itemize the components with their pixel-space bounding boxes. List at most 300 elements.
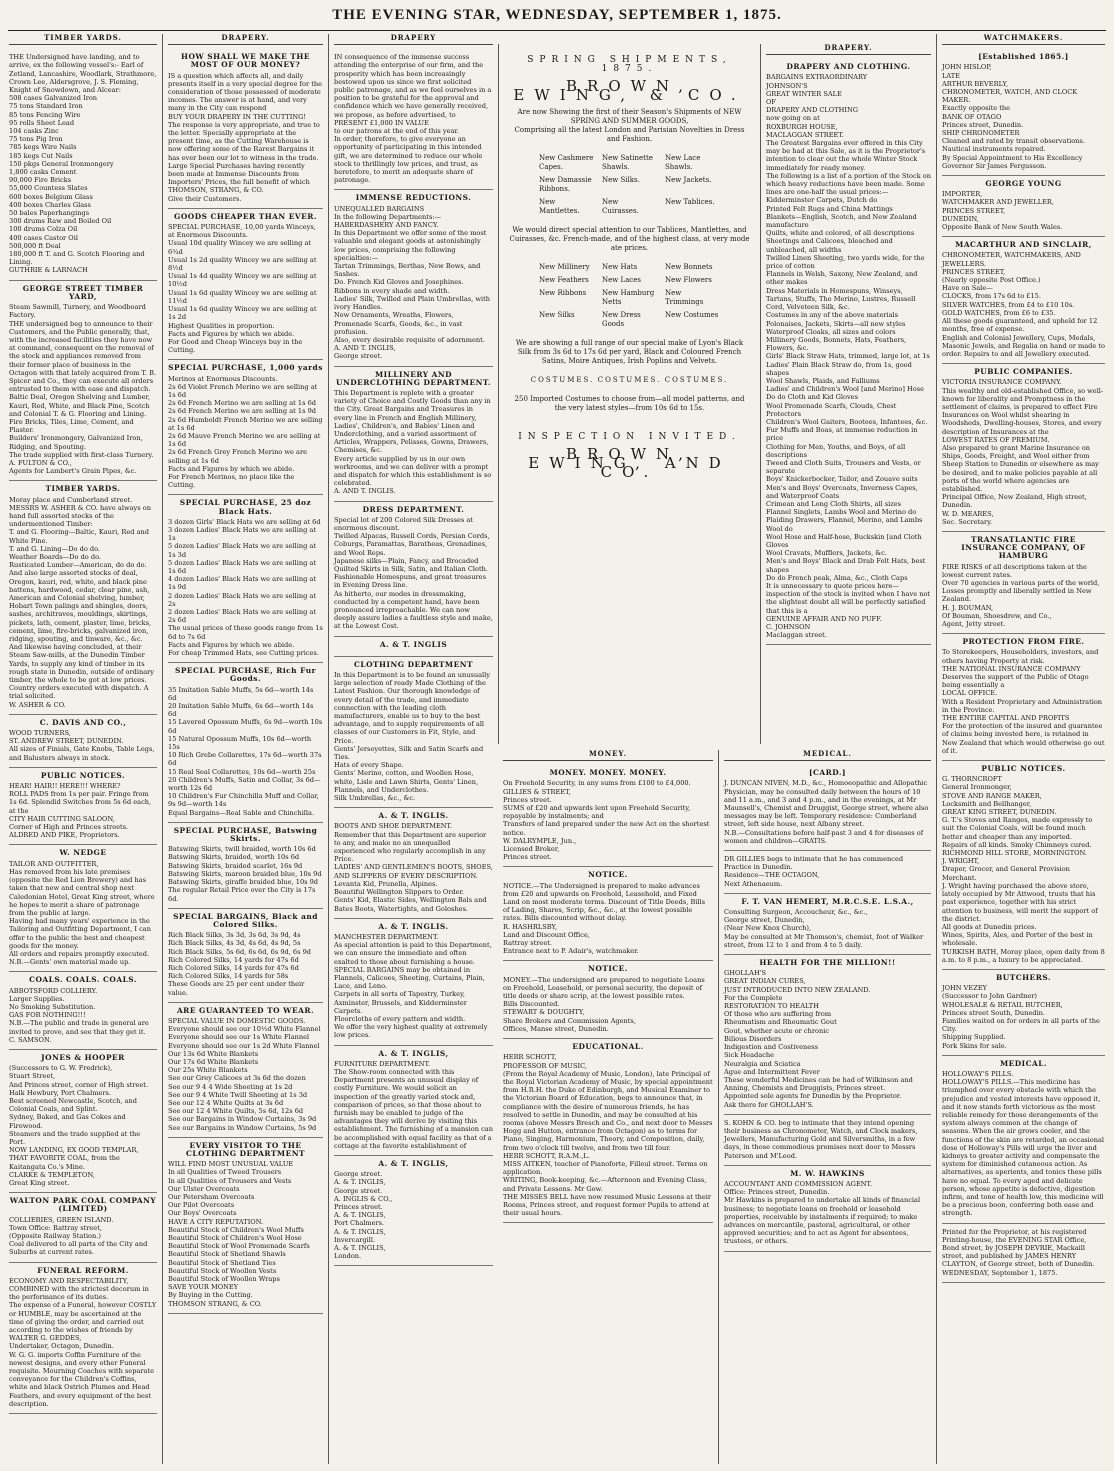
ad-line: Sheetings and Calicoes, bleached and unbleached, all widths [766,237,893,254]
ad-line: Ribbons in every shade and width. [334,286,450,295]
ad-line: Best screened Newcastle, Scotch, and Colonial Coals, and Splint. [9,1096,137,1114]
ad-line: Facts and Figures by which we abide. [168,329,295,338]
ad-heading: TRANSATLANTIC FIRE INSURANCE COMPANY, OF HAMBURG [961,534,1086,561]
ad-line: TURKISH BATH, Moray place, open daily from 8 a.m. to 8 p.m., a luxury to be appreciated. [942,947,1105,964]
ad-line: For the Complete [724,993,783,1002]
ad-line: WALTER G. GEDDES, [9,1334,82,1343]
ad-line: 2s 6d French Merino we are selling at 1s 6d [168,399,316,408]
ad-line: Transfers of land prepared under the new Act on the shortest notice. [503,820,710,837]
spring-title: SPRING SHIPMENTS, 1875. [527,55,732,74]
ad-heading: PUBLIC NOTICES. [40,770,126,780]
advertisement [942,176,1105,237]
spring-notice-2: We are showing a full range of our special make of Lyon's Black Silk from 3s 6d to 17s 6d per yard, Black and Coloured French Satins, Moire Antiques, Irish Poplins and Velvets. [515,339,744,365]
ad-line: JOHN VEZEY [942,984,987,993]
ad-line: Principal Office, New Zealand, High street, Dunedin. [942,493,1087,510]
newspaper-title: THE EVENING STAR, WEDNESDAY, SEPTEMBER 1, 1875. [332,7,782,23]
ad-line: Builders' Ironmongery, Galvanized Iron, Ridging, and Spouting. [9,434,143,451]
ad-line: 4 dozen Ladies' Black Hats we are selling at 1s 9d [168,575,316,592]
ad-line: The Greatest Bargains ever offered in this City may be had at this Sale, as it is the Proprietor's intention to clear out the whole Winter Stock immediately for ready money. [766,139,926,172]
ad-line: Rich Colored Silks, 14 yards for 47s 6d [168,963,299,972]
ad-line: Country orders executed with dispatch. A trial solicited. [9,684,149,701]
goods-item: New Silks [539,311,575,319]
ad-line: DR GILLIES begs to intimate that he has commenced Practice in Dunedin. [724,855,904,872]
ad-line: 3 dozen Girls' Black Hats we are selling at 6d [168,517,321,526]
ad-line: Shipping Supplied. [942,1033,1006,1042]
ad-line: GUTHRIE & LARNACH [9,266,88,275]
ad-line: Also, every desirable requisite of adornment. [334,335,485,344]
column-money-educational [498,750,718,1464]
advertisement [9,1263,157,1414]
masthead [0,0,1114,30]
ad-line: All goods at Dunedin prices. [942,922,1037,931]
ad-line: Facts and Figures by which we abide. [168,464,295,473]
ad-line: SHIP CHRONOMETER [942,129,1020,138]
ad-line: ROLL PADS from 1s per pair. Fringe from 1s 6d. Splendid Switches from 5s 6d each, at the [9,790,152,815]
ad-line: For French Merinos, no place like the Cutting. [168,472,295,490]
ad-line: LADIES' AND GENTLEMEN'S BOOTS, SHOES, AND SLIPPERS OF EVERY DESCRIPTION. [334,863,493,880]
ad-line: Sec. Secretary. [942,517,993,526]
ad-line: Wool Hose and Half-hose, Buckskin [and Cloth Gloves [766,532,922,549]
advertisement [724,955,931,1115]
ad-line: MONEY.—The undersigned are prepared to negotiate Loans on Freehold, Leasehold, or personal security, the deposit of title deeds or share scrip, at the lowest possible rates. [503,975,705,1001]
advertisement [168,209,323,360]
spring-intro-2: Comprising all the latest London and Parisian Novelties in Dress and Fashion. [514,126,745,143]
ad-line: BARGAINS EXTRAORDINARY [766,73,868,82]
ad-line: Equal Bargains—Real Sable and Chinchilla. [168,808,315,817]
ad-line: (Near New Knox Church), [724,924,812,933]
ad-line: Do do French peak, Alma, &c., Cloth Caps [766,573,908,582]
ad-line: Boys' Knickerbocker, Tailor, and Zouave suits [766,475,918,484]
ad-line: THE MISSES BELL have now resumed Music Lessons at their Rooms, Princes street, and request former Pupils to attend at their usual hours. [503,1192,712,1218]
ad-line: Rattray street. [503,939,552,948]
ad-line: In order, therefore, to give everyone an opportunity of participating in this intended gift, we are determined to reduce our whole stock to thrillingly low prices, and trust, as heretofore, to merit an adequate share of patronage. [334,135,483,185]
ad-line: And likewise having concluded, at their Steam Saw-mills, at the Dunedin Timber Yards, to supply any kind of timber in its rough state in Dunedin, outside of ordinary timber, the whole to be got at low prices. [9,643,155,685]
column-drapery-johnson [760,44,936,744]
advertisement [942,49,1105,176]
ad-line: G. T.'s Stoves and Ranges, made expressly to suit the Colonial Coals, will be found much better and cheaper than any imported. [942,816,1093,841]
goods-item: New Millinery [539,263,590,271]
ad-line: Japanese silks—Plain, Fancy, and Brocaded Quilted Skirts in Silk, Satin, and Italian Cloth. [334,556,488,573]
ad-heading: EDUCATIONAL. [572,1042,644,1052]
ad-line: 35 Imitation Sable Muffs, 5s 6d—worth 14s 6d [168,685,314,702]
ad-line: Fashionable Homespuns, and great treasures in Evening Dress line. [334,573,486,590]
ad-line: In this Department we offer some of the most valuable and elegant goods at astonishingly low prices, comprising the following specialties:— [334,229,487,262]
ad-line: 100 drums Colza Oil [9,225,78,234]
ad-line: (Successors to G. W. Fredrick), [9,1064,113,1073]
column-heading: MEDICAL. [724,750,931,761]
ad-line: Highest Qualities in proportion. [168,321,275,330]
ad-line: 3 dozen Ladies' Black Hats we are selling at 1s [168,525,316,543]
ad-line: With a Resident Proprietary and Administration in the Province. [942,697,1103,714]
ad-line: Our Petersham Overcoats [168,1193,255,1201]
ad-line: Facts and Figures by which we abide. [168,640,295,649]
ad-line: PRINCES STREET, [942,267,1006,276]
ad-line: Our Pilot Overcoats [168,1201,235,1210]
ad-line: Princes street. [503,795,552,804]
ad-line: Usual 1s 4d quality Wincey we are selling at 10½d [168,272,317,289]
ad-line: Pork Skins for sale. [942,1041,1007,1050]
ad-heading: COALS. COALS. COALS. [29,975,137,985]
ad-line: Crimean and Long Cloth Shirts, all sizes [766,499,902,508]
ad-line: GENUINE AFFAIR AND NO PUFF. [766,614,882,623]
ad-heading: EVERY VISITOR TO THE CLOTHING DEPARTMENT [186,1140,305,1158]
ad-line: Neuralgia and Sciatica [724,1059,801,1068]
advertisement [334,637,493,657]
advertisement [334,367,493,502]
ad-line: Everyone should see our 10½d White Flannel [168,1025,321,1034]
ad-line: 10 Rich Grebe Collarettes, 17s 6d—worth 37s 6d [168,751,322,768]
ad-line: DRAPERY AND CLOTHING [766,106,859,115]
ad-line: 2s 6d Violet French Merino we are selling at 1s 6d [168,382,318,399]
ad-line: A. & T. INGLIS, [334,1227,386,1236]
costumes-row [529,376,730,385]
ad-line: JOHNSON'S [766,81,808,90]
ad-line: PRINCES STREET, [942,206,1006,215]
ad-heading: SPECIAL PURCHASE, Rich Fur Goods. [174,666,316,684]
ad-heading: IMMENSE REDUCTIONS. [355,193,472,203]
goods-item: New Cuirasses. [602,198,639,215]
ad-line: Hats of every Shape. [334,761,404,770]
ad-heading: HOW SHALL WE MAKE THE MOST OF OUR MONEY? [181,52,310,70]
ad-line: General Ironmonger, [942,783,1012,792]
ad-line: Millinery Goods, Bonnets, Hats, Feathers, Flowers, &c. [766,335,907,353]
ad-line: Plaiding Drawers, Flannel, Merino, and Lambs Wool do [766,516,923,533]
ad-line: The regular Retail Price over the City is 17s 6d. [168,886,316,903]
ad-line: The Show-room connected with this Department presents an unusual display of costly Furniture. We would solicit an inspection of the greatly varied stock and, comparison of prices, so that those about to furnish may be enabled to judge of the advantages they will derive by visiting this establishment. The furnishing of a mansion can be accomplished with equal facility as that of a cottage at the favorite establishment of [334,1067,493,1150]
ad-line: Beautiful Stock of Children's Wool Muffs [168,1225,304,1234]
ad-line: COLLIERIES, GREEN ISLAND. [9,1215,114,1224]
ad-line: LATE [942,71,960,80]
ad-line: ROXBURGH HOUSE, [766,122,838,131]
ad-line: 75 tons Standard Iron [9,102,83,111]
ad-line: 400 boxes Charles Glass [9,200,91,209]
ad-line: In this Department is to be found an unusually large selection of ready Made Clothing of the Latest Fashion. Our thorough knowledge of every detail of the trade, and immediate connection with the leading cloth manufacturers, enable us to buy to the best advantage, and to supply requirements of all classes of our Customers in Fit, Style, and Price. [334,671,490,745]
ad-line: C. JOHNSON [766,623,811,632]
ad-line: GREAT WINTER SALE [766,89,842,98]
ad-line: Do do Cloth and Kid Gloves [766,393,858,402]
ad-line: HOLLOWAY'S PILLS. [942,1069,1014,1078]
ad-line: Bills Discounted. [503,1000,560,1009]
ad-line: To Storekeepers, Householders, investors, and others having Property at risk. [942,648,1099,665]
ad-line: SPECIAL BARGAINS may be obtained in Flannels, Calicoes, Sheeting, Curtains, Plain, Lace, and Leno. [334,965,485,991]
ad-line: 2s 6d Mauve French Merino we are selling at 1s 6d [168,431,321,449]
ad-line: PRESENT £1,000 IN VALUE [334,118,429,127]
ad-line: LOCAL OFFICE. [942,689,998,698]
ad-line: G. THORNCROFT [942,775,1002,784]
ad-line: Gents' Merino, cotton, and Woollen Hose, white, Lisle and Lawn Shirts, Gents' Linen, Flannels, and Underclothes. [334,769,479,794]
ad-line: CHRONOMETER, WATCHMAKERS, AND JEWELLERS. [942,251,1081,268]
ad-line: Usual 1s 2d quality Wincey we are selling at 8½d [168,255,317,273]
ad-line: Princes street South, Dunedin. [942,1008,1045,1017]
ad-line: Rich Colored Silks, 14 yards for 47s 6d [168,955,299,964]
ad-line: Cleaned and rated by transit observations. Nautical instruments repaired. [942,137,1085,154]
ad-line: London. [334,1252,362,1261]
ad-line: Office: Princes street, Dunedin. [724,1188,830,1197]
ad-line: This Department is replete with a greater variety of Choice and Costly Goods than any in the City. Great Bargains and Treasures in every line in French and English Millinery, Ladies', Children's, and Babies' Linen and Underclothing, and a varied assortment of Articles, Wrappers, Pelisses, Gowns, Drawers, Chemises, &c. [334,388,491,455]
advertisement [766,59,931,645]
ad-line: 55,000 Countess Slates [9,184,88,193]
ad-heading: A. & T. INGLIS, [378,1158,449,1168]
ad-line: SPECIAL VALUE IN DOMESTIC GOODS. [168,1016,306,1025]
ad-line: HAVE A CITY REPUTATION. [168,1217,264,1226]
ad-heading: MILLINERY AND UNDERCLOTHING DEPARTMENT. [336,369,491,387]
ad-line: MESSRS W. ASHER & CO. have always on hand full assorted stocks of the undermentioned Timber: [9,503,151,529]
ad-line: Our 25s White Blankets [168,1066,248,1075]
ad-line: 5 dozen Ladies' Black Hats we are selling at 1s 3d [168,542,316,559]
ad-line: 20 Children's Muffs, Satin and Collar, 3s 6d—worth 12s 6d [168,775,321,793]
advertisement [9,1050,157,1193]
ad-line: GREAT INDIAN CURES, [724,977,806,986]
ad-line: Also prepared to grant Marine Insurance on Ships, Goods, Freight, and Wool either from Sheep Station to Dunedin or elsewhere as may be desired, and to make policies payable at all ports of the world where agencies are established. [942,443,1099,493]
advertisement [334,190,493,366]
ad-line: W. DALRYMPLE, Jun., [503,836,577,845]
ad-line: This wealthy and old-established Office, so well-known for liberality and Promptness in the settlement of claims, is prepared to effect Fire Insurances on Wool whilst shearing in Woodsheds, Dwelling-houses, Stores, and every description of Insurances at the [942,386,1104,436]
ad-line: MISS AITKEN, teacher of Pianoforte, Filleul street. Terms on application. [503,1159,708,1177]
ad-line: These Goods are 25 per cent under their value. [168,980,305,997]
ad-line: In all Qualities of Trousers and Vests [168,1176,292,1185]
ad-line: 75 tons Pig Iron [9,135,63,144]
ad-line: Men's and Boys' Black and Drab Felt Hats, best shapes [766,557,926,574]
ad-line: Floorcloths of every pattern and width. [334,1014,466,1023]
ad-line: See our 9 4 4 Wide Sheeting at 1s 2d [168,1082,293,1091]
ad-line: Ladies' Plain Black Straw do, from 1s, good shapes [766,360,912,377]
goods-item: New Laces [602,276,641,284]
ad-line: Remember that this Department are superior to any, and make no an unequalled experienced who regularly accomplish in any Price. [334,830,487,864]
ad-line: STOVE AND RANGE MAKER, [942,791,1042,800]
ad-heading: PUBLIC COMPANIES. [974,367,1073,377]
advertisement [334,49,493,190]
ad-heading: M. W. HAWKINS [790,1168,865,1178]
ad-line: Ladies' and Children's Wool [and Merino] Hose [766,385,924,394]
ad-line: Rich Black Silks, 5s 6d, 6s 6d, 6s 9d, 6s 9d [168,947,312,956]
ad-line: NOTICE.—The Undersigned is prepared to make advances from £20 and upwards on Freehold, Leasehold, and Fixed Land on most moderate terms. Discount of Title Deeds, Bills of Lading, Shares, Scrip, &c., &c., at the lowest possible rates. Bills discounted without delay. [503,881,706,923]
advertisement [9,49,157,280]
ad-line: See our Bargains in Window Curtains, 5s 9d [168,1123,317,1132]
ad-line: Maclaggan street. [766,631,827,640]
advertisement [334,808,493,918]
ad-line: Carpets in all sorts of Tapestry, Turkey, Axminster, Brussels, and Kidderminster Carpets. [334,990,467,1015]
ad-line: COMBINED with the strictest decorum in the performance of its duties. [9,1285,149,1302]
ad-heading: [Established 1865.] [978,52,1069,62]
ad-line: All these goods guaranteed, and upheld for 12 months, free of expense. [942,317,1098,334]
ad-line: W. ASHER & CO. [9,700,66,709]
ad-line: In the following Departments:— [334,212,442,221]
advertisement [9,768,157,846]
ad-heading: ARE GUARANTEED TO WEAR. [176,1005,315,1015]
ad-line: UNEQUALLED BARGAINS [334,204,425,213]
ad-line: Rusticated Lumber—American, do do do. [9,561,147,570]
ad-line: TAILOR AND OUTFITTER, [9,859,99,868]
goods-item: COSTUMES. [597,376,662,384]
advertisement [9,281,157,482]
ad-line: George street, Dunedin, [724,916,805,925]
ad-line: Every article supplied by us in our own workrooms, and we can deliver with a prompt and dispatch for which this establishment is so celebrated. [334,454,492,488]
ad-line: Wool Promenade Scarfs, Clouds, Chest Protectors [766,401,897,418]
ad-line: 2 dozen Ladies' Black Hats we are selling at 2s 6d [168,608,316,625]
goods-item: New Mantlettes. [539,198,580,215]
ad-line: The usual prices of these goods range from 1s 6d to 7s 6d [168,624,323,641]
ad-line: R. HASHRLSBY, [503,922,558,931]
ad-line: 500,000 ft Deal [9,241,61,250]
ad-heading: SPECIAL BARGAINS, Black and Colored Silks. [173,911,318,929]
ad-line: A. AND T. INGLIS, [334,344,396,353]
ad-line: Fire Bricks, Tiles, Lime, Cement, and Plaster. [9,417,134,435]
ad-line: George street. [334,352,383,361]
ad-line: For cheap Trimmed Hats, see Cutting prices. [168,649,319,658]
advertisement [724,894,931,955]
advertisement [168,823,323,909]
ad-heading: JONES & HOOPER [41,1052,125,1062]
advertisement [503,961,713,1039]
ad-line: Beautiful Stock of Shetland Shawls [168,1250,286,1259]
ad-line: HABERDASHERY AND FANCY. [334,221,439,230]
ad-line: Quilts, white and colored, of all descriptions [766,229,915,238]
ad-line: A. INGLIS & CO., [334,1194,393,1203]
ad-line: Flannels in Welsh, Saxony, New Zealand, and other makes [766,270,918,287]
ad-line: For the protection of the insured and guarantee of claims being invested here, is retained in New Zealand that which would otherwise go out of it. [942,722,1105,755]
ad-line: Batswing Skirts, braided, worth 10s 6d [168,853,300,862]
advertisement [168,360,323,495]
ad-line: Over 70 agencies in various parts of the world, Losses promptly and liberally settled in New Zealand. [942,578,1100,604]
ad-heading: TIMBER YARDS. [45,484,121,494]
advertisement [168,909,323,1003]
ad-line: Entrance next to P. Adair's, watchmaker. [503,947,639,956]
ad-line: THE NATIONAL INSURANCE COMPANY [942,664,1081,673]
ad-line: Mr Hawkins is prepared to undertake all kinds of financial business; to negotiate loans on freehold or leasehold properties, receivable by instalments if required; to make advances on mercantile, pastoral, agricultural, or other approved securities; and to act as Agent for absentees, trustees, or others. [724,1196,921,1246]
ad-line: See our 9 4 White Twill Sheeting at 1s 3d [168,1090,308,1099]
ad-line: Ague and Intermittent Fever [724,1067,820,1076]
advertisement [334,1046,493,1156]
ad-line: 5 dozen Ladies' Black Hats we are selling at 1s 6d [168,558,316,575]
ad-line: Rich Black Silks, 3s 3d, 3s 6d, 3s 9d, 4s [168,931,301,940]
ad-line: 600 boxes Belgium Glass [9,192,93,201]
advertisement [503,867,713,961]
ad-line: Offices, Manse street, Dunedin. [503,1024,609,1033]
advertisement [9,715,157,768]
ad-line: T. and G. Flooring—Baltic, Kauri, Red and White Pine. [9,528,149,545]
ad-line: May be consulted at Mr Thomson's, chemist, foot of Walker street, from 12 to 1 and from 4 to 5 daily. [724,932,924,949]
spring-notice-3: 250 Imported Costumes to choose from—all model patterns, and the very latest styles—from 10s 6d to 15s. [514,395,745,412]
ad-line: See our Grey Calicoes at 3s 6d the dozen [168,1074,306,1083]
ad-line: CITY HAIR CUTTING SALOON, [9,814,115,823]
ad-line: Usual 10d quality Wincey we are selling at 6¾d [168,239,312,256]
ad-line: The trade supplied with first-class Turnery. [9,450,154,459]
ad-line: THE ENTIRE CAPITAL AND PROFITS [942,714,1070,723]
advertisement [942,532,1105,634]
ad-line: GILLIES & STREET, [503,787,571,796]
ad-line: 508 cases Galvanized Iron [9,94,98,103]
ad-line: THOMSON, STRANG, & CO. [168,186,264,195]
ad-line: Princes street. [334,1203,383,1211]
advertisement [942,364,1105,532]
spring-shipments-block [498,44,760,744]
advertisement [168,1003,323,1138]
ad-line: CLOCKS, from 17s 6d to £15. [942,292,1041,301]
advertisement [334,657,493,808]
ad-line: Do. French Kid Gloves and Josephines. [334,278,464,287]
ad-line: Flannel Singlets, Lambs Wool and Merino do [766,508,917,517]
ad-line: Port Chalmers. [334,1219,385,1228]
ad-line: Locksmith and Bellhanger, [942,799,1032,808]
ad-line: Special lot of 200 Colored Silk Dresses at enormous discount. [334,515,473,532]
ad-line: GREAT KING STREET, DUNEDIN. [942,808,1057,817]
ad-line: Share Brokers and Commission Agents, [503,1016,636,1025]
ad-line: A. & T. INGLIS, [334,1211,386,1220]
ad-line: OF [766,98,776,107]
goods-grid-2 [539,261,720,331]
ad-heading: CLOTHING DEPARTMENT [354,659,473,669]
advertisement [942,1224,1105,1283]
goods-item: New Dress Goods [602,311,641,328]
ad-line: Beautiful Stock of Wool Promenade Scarfs [168,1242,310,1251]
advertisement [9,481,157,714]
goods-item: COSTUMES. [530,376,595,384]
ad-line: BOOTS AND SHOE DEPARTMENT. [334,822,453,831]
ad-line: W. G. G. imports Coffin Furniture of the newest designs, and every other Funeral requisite. Mourning Coaches with separate conveyance for the Children's Coffins, white and black Ostrich Plumes and Head Feathers, and every equipment of the best description. [9,1350,154,1408]
ad-line: Kidderminster Carpets, Dutch do [766,196,878,205]
ad-line: And Princes street, corner of High street. [9,1080,149,1089]
ad-line: LOWEST RATES OF PREMIUM. [942,435,1050,444]
ad-line: ACCOUNTANT AND COMMISSION AGENT. [724,1179,873,1188]
ad-line: Polonaises, Jackets, Skirts—all new styles [766,319,906,328]
ad-line: 2s 6d French Grey French Merino we are selling at 1s 6d [168,448,308,465]
ad-heading: PUBLIC NOTICES. [981,764,1066,774]
ad-line: Beautiful Stock of Shetland Ties [168,1258,276,1267]
ad-line: New Ornaments, Wreaths, Flowers, Promenade Scarfs, Goods, &c., in vast profusion. [334,311,463,336]
ad-line: H. J. BOUMAN, [942,603,994,612]
ad-line: 2s 6d French Merino we are selling at 1s 9d [168,407,316,416]
advertisement [9,972,157,1050]
ad-line: Give their Customers. [168,194,242,203]
ad-line: (Nearly opposite Post Office.) [942,276,1041,285]
ad-line: Girls' Black Straw Hats, trimmed, large lot, at 1s [766,352,930,361]
goods-item: New Satinette Shawls. [602,154,653,171]
advertisement [168,495,323,663]
ad-line: Coal delivered to all parts of the City and Suburbs at current rates. [9,1240,148,1257]
ad-line: Merinos at Enormous Discounts. [168,374,278,383]
ad-line: Stuart Street, [9,1072,56,1081]
ad-line: The response is very appropriate, and true to the letter. Specially appropriate at the present time, as the Cutting Warehouse is now offering some of the Rarest Bargains it has ever been our lot to witness in the trade. Large Special Purchases having recently been made at Immense Discounts from Importers' Prices, the full benefit of which [168,120,320,187]
ad-line: Printed Felt Rugs and China Mattings [766,204,893,213]
ad-line: By Special Appointment to His Excellency Governor Sir James Fergusson. [942,153,1083,170]
ad-line: HOLLOWAY'S PILLS.—This medicine has triumphed over every obstacle with which the prejudice and vested interests have opposed it, and it now stands forth victorious as the most reliable remedy for those derangements of the system always common at the change of seasons. When the air grows cooler, and the functions of the skin are retarded, an occasional dose of Holloway's Pills will urge the liver and kidneys to greater activity and compensate the system for diminished cutaneous action. As alternatives, as aperients, and tonics these pills have no equal. To every aged and delicate person, whose appetite is defective, digestion infirm, and tone of health low, this medicine will be a precious boon, conferring both ease and strength. [942,1078,1105,1218]
ad-line: THE undersigned beg to announce to their Customers, and the Public generally, that, with the increased facilities they have now at command, consequent on the removal of the stock and appliances removed from their former place of business in the Octagon with that lately acquired from T. B. Spicer and Co., they can execute all orders entrusted to them with ease and dispatch. [9,319,157,394]
ad-line: 180,000 ft T. and G. Scotch Flooring and Lining. [9,250,145,267]
ad-line: Consulting Surgeon, Accoucheur, &c., &c., [724,908,868,917]
ad-line: GAS FOR NOTHING!!! [9,1011,86,1020]
ad-line: Batswing Skirts, giraffe braided blue, 10s 9d [168,878,319,887]
ad-line: 95 rolls Sheet Lead [9,118,75,127]
ad-line: GOLD WATCHES, from £6 to £35. [942,308,1056,317]
ad-line: IMPORTER, [942,190,983,199]
ad-line: Tweed and Cloth Suits, Trousers and Vests, or separate [766,458,921,476]
ad-line: THE Undersigned have landing, and to arrive, ex the following vessel's:- Earl of Zetland, Lancashire, Woodlark, Strathmore, Crown Lee, Aldersgrove, J. S. Fleming, Knight of Snowdown, and Alcear: [9,53,157,95]
ad-line: 15 Real Seal Collarettes, 10s 6d—worth 25s [168,767,316,776]
ad-line: WRITING, Book-keeping, &c.—Afternoon and Evening Class, and Private Lessons. Mr Gow. [503,1176,707,1193]
ad-line: 2s 6d Humboldt French Merino we are selling at 1s 6d [168,415,323,432]
ad-line: Batswing Skirts, twill braided, worth 10s 6d [168,845,316,854]
ad-line: 50 bales Paperhangings [9,209,90,218]
column-heading: WATCHMAKERS. [942,34,1105,45]
ad-line: HERR SCHOTT, [503,1053,557,1062]
goods-item: New Tablices. [665,198,715,206]
goods-item: New Ribbons [539,289,587,297]
ad-line: N.B.—The public and trade in general are invited to prove, and see that they get it. [9,1019,149,1036]
column-drapery-inglis [328,34,498,1464]
ad-line: We offer the very highest quality at extremely low prices. [334,1023,488,1040]
ad-line: Larger Supplies. [9,994,65,1003]
ad-line: J. WRIGHT, [942,857,980,866]
